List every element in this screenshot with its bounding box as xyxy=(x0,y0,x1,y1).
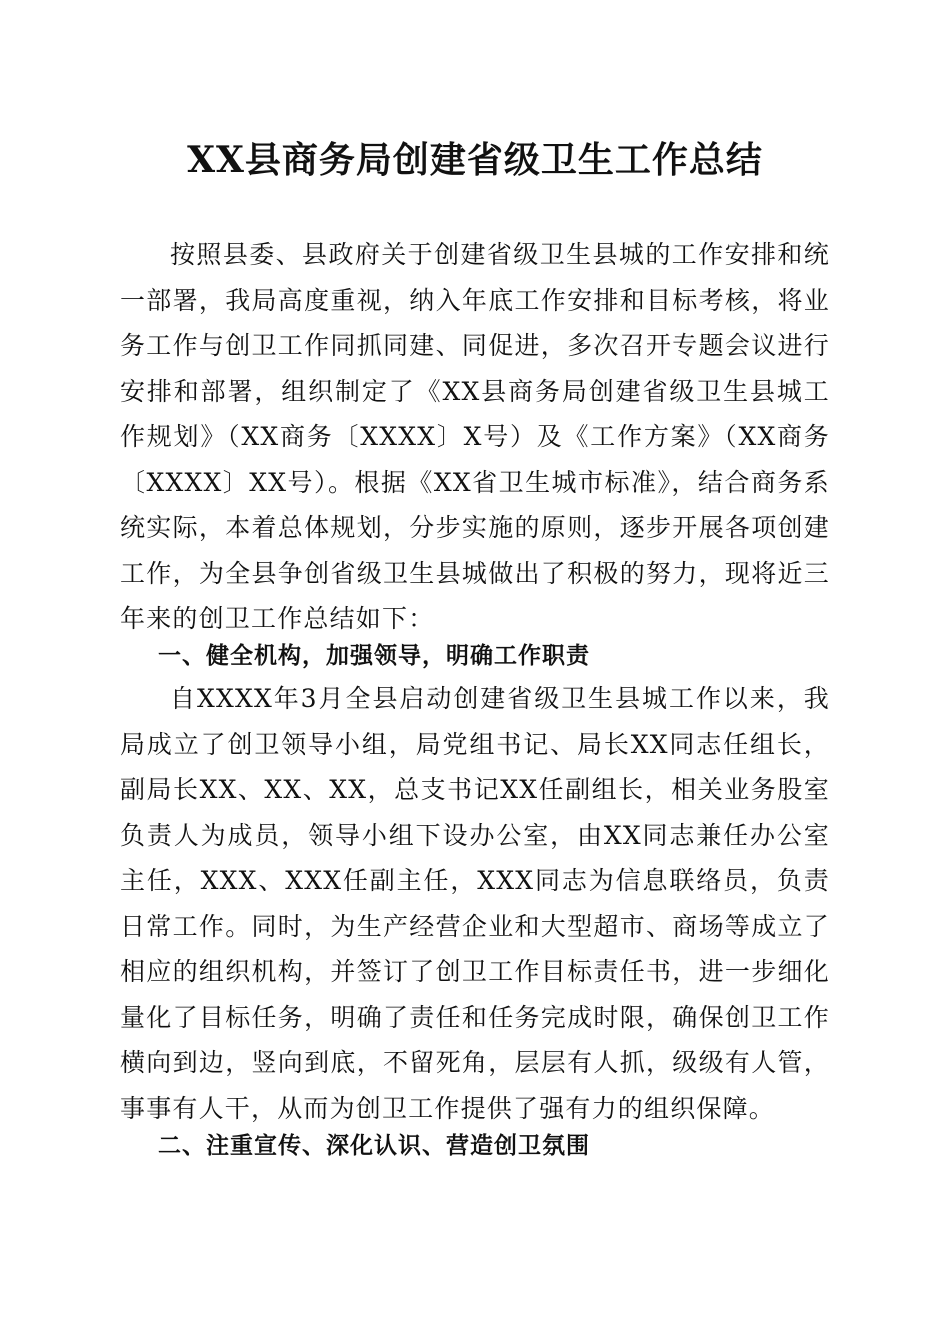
section-heading-1: 一、健全机构，加强领导，明确工作职责 xyxy=(158,643,590,669)
intro-paragraph: 按照县委、县政府关于创建省级卫生县城的工作安排和统一部署，我局高度重视，纳入年底工作安排和目标考核，将业务工作与创卫工作同抓同建、同促进，多次召开专题会议进行安排和部署，组织制定了《XX县商务局创建省级卫生县城工作规划》（XX商务〔XXXX〕X号）及《工作方案》（XX商务〔XXXX〕XX号）。根据《XX省卫生城市标准》，结合商务系统实际，本着总体规划，分步实施的原则，逐步开展各项创建工作，为全县争创省级卫生县城做出了积极的努力，现将近三年来的创卫工作总结如下： xyxy=(120,240,830,633)
section-heading-2: 二、注重宣传、深化认识、营造创卫氛围 xyxy=(158,1133,590,1159)
section-1-paragraph: 自XXXX年3月全县启动创建省级卫生县城工作以来，我局成立了创卫领导小组，局党组书记、局长XX同志任组长，副局长XX、XX、XX，总支书记XX任副组长，相关业务股室负责人为成员，领导小组下设办公室，由XX同志兼任办公室主任，XXX、XXX任副主任，XXX同志为信息联络员，负责日常工作。同时，为生产经营企业和大型超市、商场等成立了相应的组织机构，并签订了创卫工作目标责任书，进一步细化量化了目标任务，明确了责任和任务完成时限，确保创卫工作横向到边，竖向到底，不留死角，层层有人抓，级级有人管，事事有人干，从而为创卫工作提供了强有力的组织保障。 xyxy=(120,684,830,1123)
document-title: XX县商务局创建省级卫生工作总结 xyxy=(187,139,763,181)
